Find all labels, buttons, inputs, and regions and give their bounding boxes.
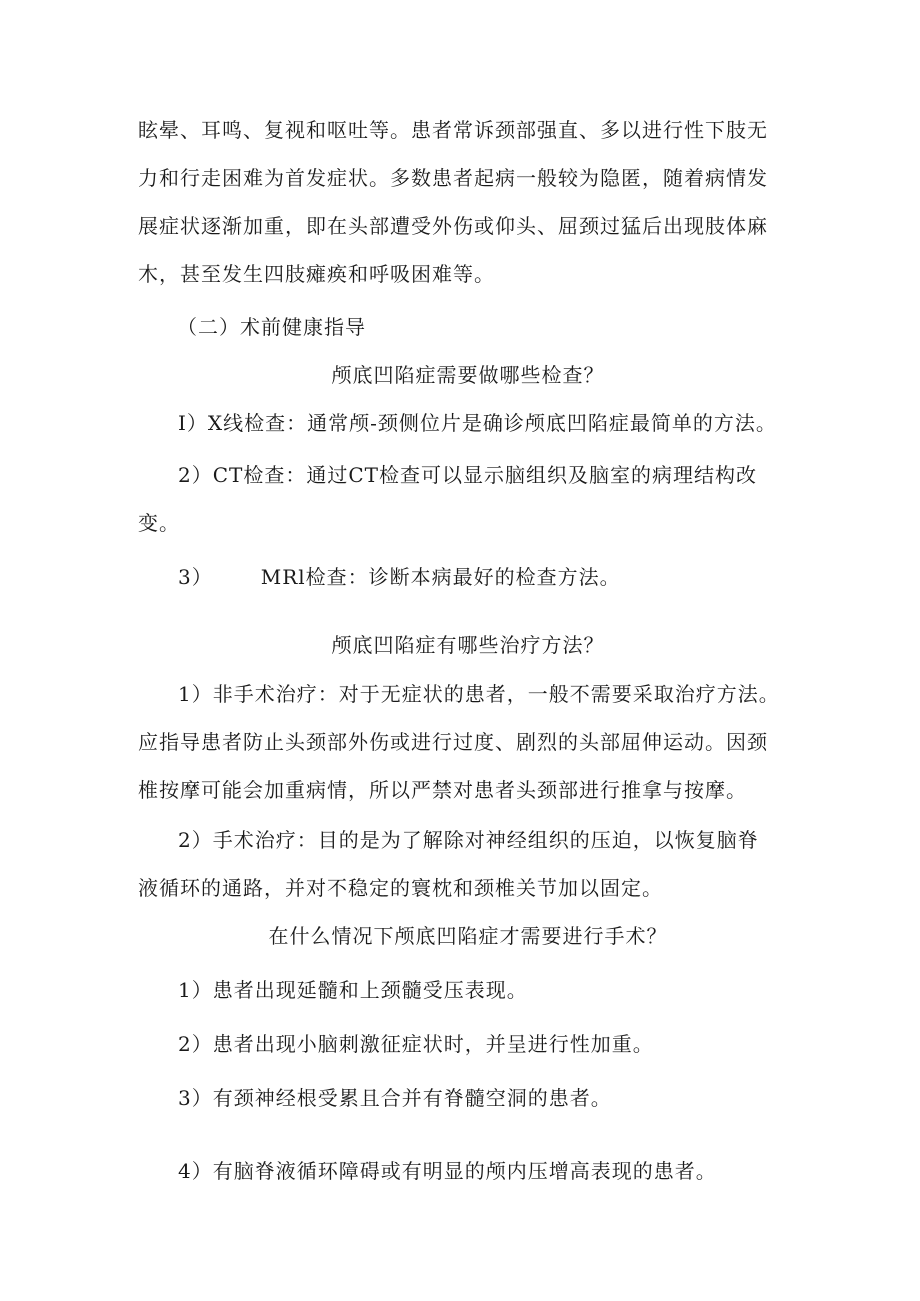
intro-line: 眩晕、耳鸣、复视和呕吐等。患者常诉颈部强直、多以进行性下肢无 <box>138 118 768 142</box>
exam-item-ct-continued: 变。 <box>138 511 180 535</box>
exam-item-ct: 2）CT检查：通过CT检查可以显示脑组织及脑室的病理结构改 <box>178 463 758 487</box>
treatment-question-heading: 颅底凹陷症有哪些治疗方法？ <box>331 633 605 657</box>
treatment-item-surgical-continued: 液循环的通路，并对不稳定的寰枕和颈椎关节加以固定。 <box>138 876 663 900</box>
surgery-question-heading: 在什么情况下颅底凹陷症才需要进行手术？ <box>268 924 668 948</box>
treatment-item-surgical: 2）手术治疗：目的是为了解除对神经组织的压迫，以恢复脑脊 <box>178 828 759 852</box>
exam-item-xray: I）X线检查：通常颅-颈侧位片是确诊颅底凹陷症最简单的方法。 <box>178 411 777 435</box>
section-heading: （二）术前健康指导 <box>177 315 366 339</box>
surgery-indication-item: 4）有脑脊液循环障碍或有明显的颅内压增高表现的患者。 <box>178 1159 717 1183</box>
exam-item-mri-text: MRl检查：诊断本病最好的检查方法。 <box>260 565 621 589</box>
surgery-indication-item: 3）有颈神经根受累且合并有脊髓空洞的患者。 <box>178 1086 612 1110</box>
exam-item-mri-number: 3） <box>178 565 213 589</box>
intro-line: 力和行走困难为首发症状。多数患者起病一般较为隐匿，随着病情发 <box>138 166 768 190</box>
surgery-indication-item: 2）患者出现小脑刺激征症状时，并呈进行性加重。 <box>178 1032 654 1056</box>
exam-item-mri <box>178 563 838 591</box>
treatment-item-nonsurgical-continued: 应指导患者防止头颈部外伤或进行过度、剧烈的头部屈伸运动。因颈 <box>138 730 768 754</box>
surgery-indication-item: 1）患者出现延髓和上颈髓受压表现。 <box>178 978 528 1002</box>
intro-line: 展症状逐渐加重，即在头部遭受外伤或仰头、屈颈过猛后出现肢体麻 <box>138 214 768 238</box>
intro-line: 木，甚至发生四肢瘫痪和呼吸困难等。 <box>138 262 495 286</box>
treatment-item-nonsurgical: 1）非手术治疗：对于无症状的患者，一般不需要采取治疗方法。 <box>178 682 780 706</box>
exam-question-heading: 颅底凹陷症需要做哪些检查？ <box>331 363 605 387</box>
treatment-item-nonsurgical-continued: 椎按摩可能会加重病情，所以严禁对患者头颈部进行推拿与按摩。 <box>138 778 747 802</box>
